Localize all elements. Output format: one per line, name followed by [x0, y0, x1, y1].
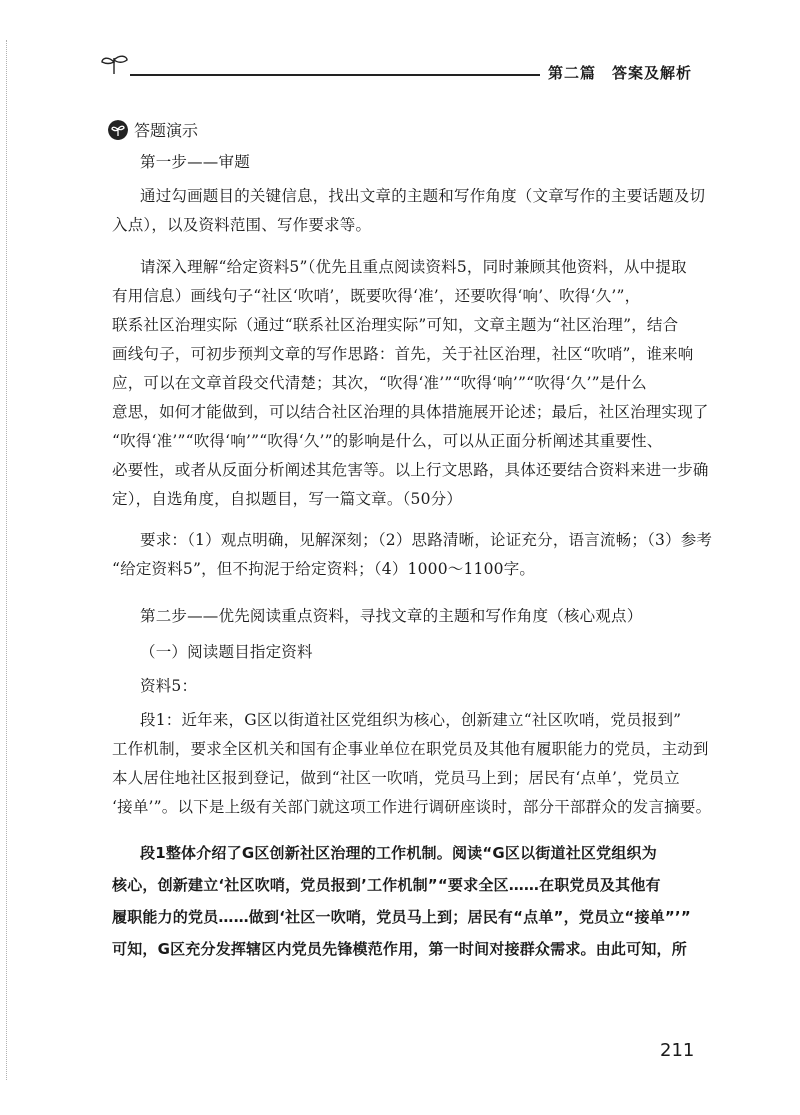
- material-para-line: 工作机制，要求全区机关和国有企事业单位在职党员及其他有履职能力的党员，主动到: [112, 740, 709, 758]
- analysis-line: 可知，G区充分发挥辖区内党员先锋模范作用，第一时间对接群众需求。由此可知，所: [112, 940, 687, 958]
- material-label: 资料5：: [140, 677, 198, 695]
- material-para-line: 本人居住地社区报到登记，做到“社区一吹哨，党员马上到；居民有‘点单’，党员立: [112, 769, 680, 787]
- step1-title: 第一步——审题: [140, 153, 250, 171]
- step1-p2-line: 定），自选角度，自拟题目，写一篇文章。（50分）: [112, 490, 463, 508]
- running-header: 第二篇 答案及解析: [548, 64, 693, 82]
- leaf-badge-icon: [108, 120, 128, 140]
- step1-p2-line: 必要性，或者从反面分析阐述其危害等。以上行文思路，具体还要结合资料来进一步确: [112, 461, 709, 479]
- step1-p2-line: 联系社区治理实际（通过“联系社区治理实际”可知，文章主题为“社区治理”，结合: [112, 316, 679, 334]
- leaf-icon: [100, 52, 130, 76]
- step1-p2-line: 有用信息）画线句子“社区‘吹哨’，既要吹得‘准’，还要吹得‘响’、吹得‘久’”，: [112, 287, 641, 305]
- step1-p2-line: “吹得‘准’”“吹得‘响’”“吹得‘久’”的影响是什么，可以从正面分析阐述其重要性、: [112, 432, 663, 450]
- step1-p2-line: 应，可以在文章首段交代清楚；其次，“吹得‘准’”“吹得‘响’”“吹得‘久’”是什么: [112, 374, 647, 392]
- step1-p2-line: 意思，如何才能做到，可以结合社区治理的具体措施展开论述；最后，社区治理实现了: [112, 403, 709, 421]
- material-para-line: 段1：近年来，G区以街道社区党组织为核心，创新建立“社区吹哨，党员报到”: [140, 711, 682, 729]
- section-title: 答题演示: [134, 121, 199, 140]
- step1-p3-line: 要求：（1）观点明确，见解深刻；（2）思路清晰，论证充分，语言流畅；（3）参考: [140, 531, 713, 549]
- header-rule: [130, 74, 540, 76]
- page-number: 211: [660, 1040, 695, 1061]
- step2-subtitle: （一）阅读题目指定资料: [140, 643, 313, 661]
- analysis-line: 核心，创新建立‘社区吹哨，党员报到’工作机制”“要求全区……在职党员及其他有: [112, 876, 661, 894]
- step1-p2-line: 请深入理解“给定资料5”（优先且重点阅读资料5，同时兼顾其他资料，从中提取: [140, 258, 687, 276]
- step2-title: 第二步——优先阅读重点资料，寻找文章的主题和写作角度（核心观点）: [140, 607, 643, 625]
- analysis-line: 段1整体介绍了G区创新社区治理的工作机制。阅读“G区以街道社区党组织为: [140, 844, 657, 862]
- step1-p3-line: “给定资料5”，但不拘泥于给定资料；（4）1000～1100字。: [112, 560, 536, 578]
- step1-p2-line: 画线句子，可初步预判文章的写作思路：首先，关于社区治理，社区“吹哨”，谁来响: [112, 345, 694, 363]
- step1-p1-line: 通过勾画题目的关键信息，找出文章的主题和写作角度（文章写作的主要话题及切: [140, 187, 706, 205]
- binding-margin: [6, 40, 7, 1080]
- material-para-line: ‘接单’”。以下是上级有关部门就这项工作进行调研座谈时，部分干部群众的发言摘要。: [112, 798, 712, 816]
- analysis-line: 履职能力的党员……做到‘社区一吹哨，党员马上到；居民有“点单”，党员立“接单”’”: [112, 908, 691, 926]
- step1-p1-line: 入点），以及资料范围、写作要求等。: [112, 216, 372, 234]
